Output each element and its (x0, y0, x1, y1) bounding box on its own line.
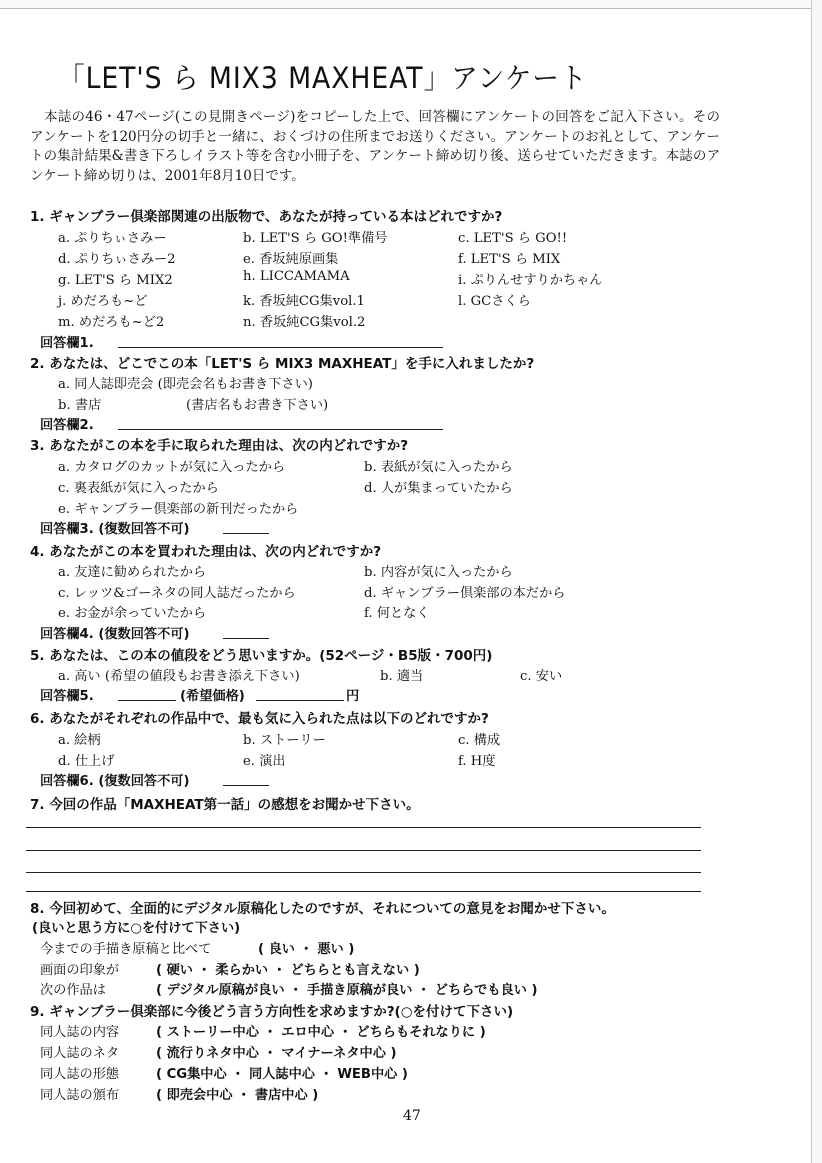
q8-row-3-label: 次の作品は (40, 983, 106, 998)
q1-answer-line[interactable] (118, 347, 443, 348)
q8-row-2-label: 画面の印象が (40, 963, 120, 978)
q5-answer-line[interactable] (118, 700, 176, 701)
q4-option-f: f. 何となく (364, 606, 430, 621)
q1-option-l: l. GCさくら (458, 294, 531, 309)
q1-option-i: i. ぷりんせすりかちゃん (458, 273, 603, 288)
q4-option-d: d. ギャンブラー倶楽部の本だから (364, 586, 566, 601)
q4-option-b: b. 内容が気に入ったから (364, 565, 513, 580)
q7-answer-line-3[interactable] (26, 872, 701, 873)
q1-option-m: m. めだろも~ど2 (58, 315, 165, 330)
q1-option-b: b. LET'S ら GO!準備号 (243, 231, 388, 246)
q1-option-a: a. ぷりちぃさみー (58, 231, 167, 246)
q6-option-c: c. 構成 (458, 733, 501, 748)
q3-option-e: e. ギャンブラー倶楽部の新刊だったから (58, 502, 299, 517)
q6-option-d: d. 仕上げ (58, 754, 115, 769)
q5-question: 5. あなたは、この本の値段をどう思いますか。(52ページ・B5版・700円) (30, 648, 493, 664)
q7-answer-line-4[interactable] (26, 891, 701, 892)
q1-option-g: g. LET'S ら MIX2 (58, 273, 173, 288)
q4-option-e: e. お金が余っていたから (58, 606, 207, 621)
page-number: 47 (403, 1108, 421, 1124)
q5-option-a: a. 高い (希望の値段もお書き添え下さい) (58, 669, 300, 684)
intro-paragraph (30, 108, 720, 186)
q3-option-b: b. 表紙が気に入ったから (364, 460, 513, 475)
q1-option-f: f. LET'S ら MIX (458, 252, 561, 267)
q3-answer-line[interactable] (223, 533, 269, 534)
page-title: 「LET'S ら MIX3 MAXHEAT」アンケート (58, 61, 588, 95)
q3-answer-label: 回答欄3. (復数回答不可) (40, 522, 190, 537)
q9-row-3-choices[interactable]: ( CG集中心 ・ 同人誌中心 ・ WEB中心 ) (156, 1067, 408, 1082)
q5-option-c: c. 安い (520, 669, 563, 684)
scan-right-edge (811, 0, 822, 1163)
q9-row-1-label: 同人誌の内容 (40, 1025, 120, 1040)
q5-price-line[interactable] (256, 700, 344, 701)
q8-row-3-choices[interactable]: ( デジタル原稿が良い ・ 手描き原稿が良い ・ どちらでも良い ) (156, 983, 538, 998)
q1-option-n: n. 香坂純CG集vol.2 (243, 315, 366, 330)
q6-option-e: e. 演出 (243, 754, 286, 769)
q3-option-d: d. 人が集まっていたから (364, 481, 513, 496)
q5-option-b: b. 適当 (380, 669, 424, 684)
q7-answer-line-1[interactable] (26, 827, 701, 828)
q4-answer-line[interactable] (223, 638, 269, 639)
q9-row-3-label: 同人誌の形態 (40, 1067, 120, 1082)
scan-top-edge (0, 0, 822, 9)
q6-option-f: f. H度 (458, 754, 496, 769)
q1-answer-label: 回答欄1. (40, 336, 94, 351)
q4-option-a: a. 友達に勧められたから (58, 565, 207, 580)
q3-question: 3. あなたがこの本を手に取られた理由は、次の内どれですか? (30, 438, 409, 454)
q9-row-1-choices[interactable]: ( ストーリー中心 ・ エロ中心 ・ どちらもそれなりに ) (156, 1025, 486, 1040)
q1-question: 1. ギャンブラー倶楽部関連の出版物で、あなたが持っている本はどれですか? (30, 209, 503, 225)
intro-text: 本誌の46・47ページ(この見開きページ)をコピーした上で、回答欄にアンケートの回答をご記入下さい。そのアンケートを120円分の切手と一緒に、おくづけの住所までお送りください。アンケートのお礼として、アンケートの集計結果&書き下ろしイラスト等を含む小冊子を、アンケート締め切り後、送らせていただきます。本誌のアンケート締め切りは、2001年8月10日です。 (30, 109, 720, 184)
q7-question: 7. 今回の作品「MAXHEAT第一話」の感想をお聞かせ下さい。 (30, 797, 420, 813)
q6-option-b: b. ストーリー (243, 733, 326, 748)
q2-option-a: a. 同人誌即売会 (即売会名もお書き下さい) (58, 377, 313, 392)
q8-note: (良いと思う方に○を付けて下さい) (32, 921, 241, 936)
q6-answer-line[interactable] (223, 785, 269, 786)
q1-option-c: c. LET'S ら GO!! (458, 231, 568, 246)
q4-answer-label: 回答欄4. (復数回答不可) (40, 627, 190, 642)
q6-option-a: a. 絵柄 (58, 733, 101, 748)
q9-row-4-choices[interactable]: ( 即売会中心 ・ 書店中心 ) (156, 1088, 319, 1103)
q9-question: 9. ギャンブラー倶楽部に今後どう言う方向性を求めますか?(○を付けて下さい) (30, 1004, 514, 1020)
q5-price-label: (希望価格) (180, 689, 245, 704)
q9-row-2-choices[interactable]: ( 流行りネタ中心 ・ マイナーネタ中心 ) (156, 1046, 397, 1061)
q2-answer-line[interactable] (118, 429, 443, 430)
q1-option-k: k. 香坂純CG集vol.1 (243, 294, 365, 309)
q5-answer-label: 回答欄5. (40, 689, 94, 704)
q8-row-1-label: 今までの手描き原稿と比べて (40, 942, 212, 957)
q1-option-h: h. LICCAMAMA (243, 269, 350, 284)
q7-answer-line-2[interactable] (26, 850, 701, 851)
q5-yen-label: 円 (346, 689, 360, 704)
q4-option-c: c. レッツ&ゴーネタの同人誌だったから (58, 586, 296, 601)
q6-question: 6. あなたがそれぞれの作品中で、最も気に入られた点は以下のどれですか? (30, 711, 489, 727)
q1-option-d: d. ぷりちぃさみー2 (58, 252, 176, 267)
q9-row-2-label: 同人誌のネタ (40, 1046, 120, 1061)
q8-row-1-choices[interactable]: ( 良い ・ 悪い ) (258, 942, 355, 957)
q9-row-4-label: 同人誌の頒布 (40, 1088, 120, 1103)
q2-option-b-note: (書店名もお書き下さい) (186, 398, 329, 413)
q8-row-2-choices[interactable]: ( 硬い ・ 柔らかい ・ どちらとも言えない ) (156, 963, 420, 978)
q3-option-a: a. カタログのカットが気に入ったから (58, 460, 286, 475)
q3-option-c: c. 裏表紙が気に入ったから (58, 481, 219, 496)
q4-question: 4. あなたがこの本を買われた理由は、次の内どれですか? (30, 544, 382, 560)
q1-option-j: j. めだろも~ど (58, 294, 148, 309)
q2-question: 2. あなたは、どこでこの本「LET'S ら MIX3 MAXHEAT」を手に入れましたか? (30, 356, 535, 372)
q8-question: 8. 今回初めて、全面的にデジタル原稿化したのですが、それについての意見をお聞かせ下さい。 (30, 901, 615, 917)
q1-option-e: e. 香坂純原画集 (243, 252, 339, 267)
q2-answer-label: 回答欄2. (40, 418, 94, 433)
q2-option-b: b. 書店 (58, 398, 102, 413)
q6-answer-label: 回答欄6. (復数回答不可) (40, 774, 190, 789)
